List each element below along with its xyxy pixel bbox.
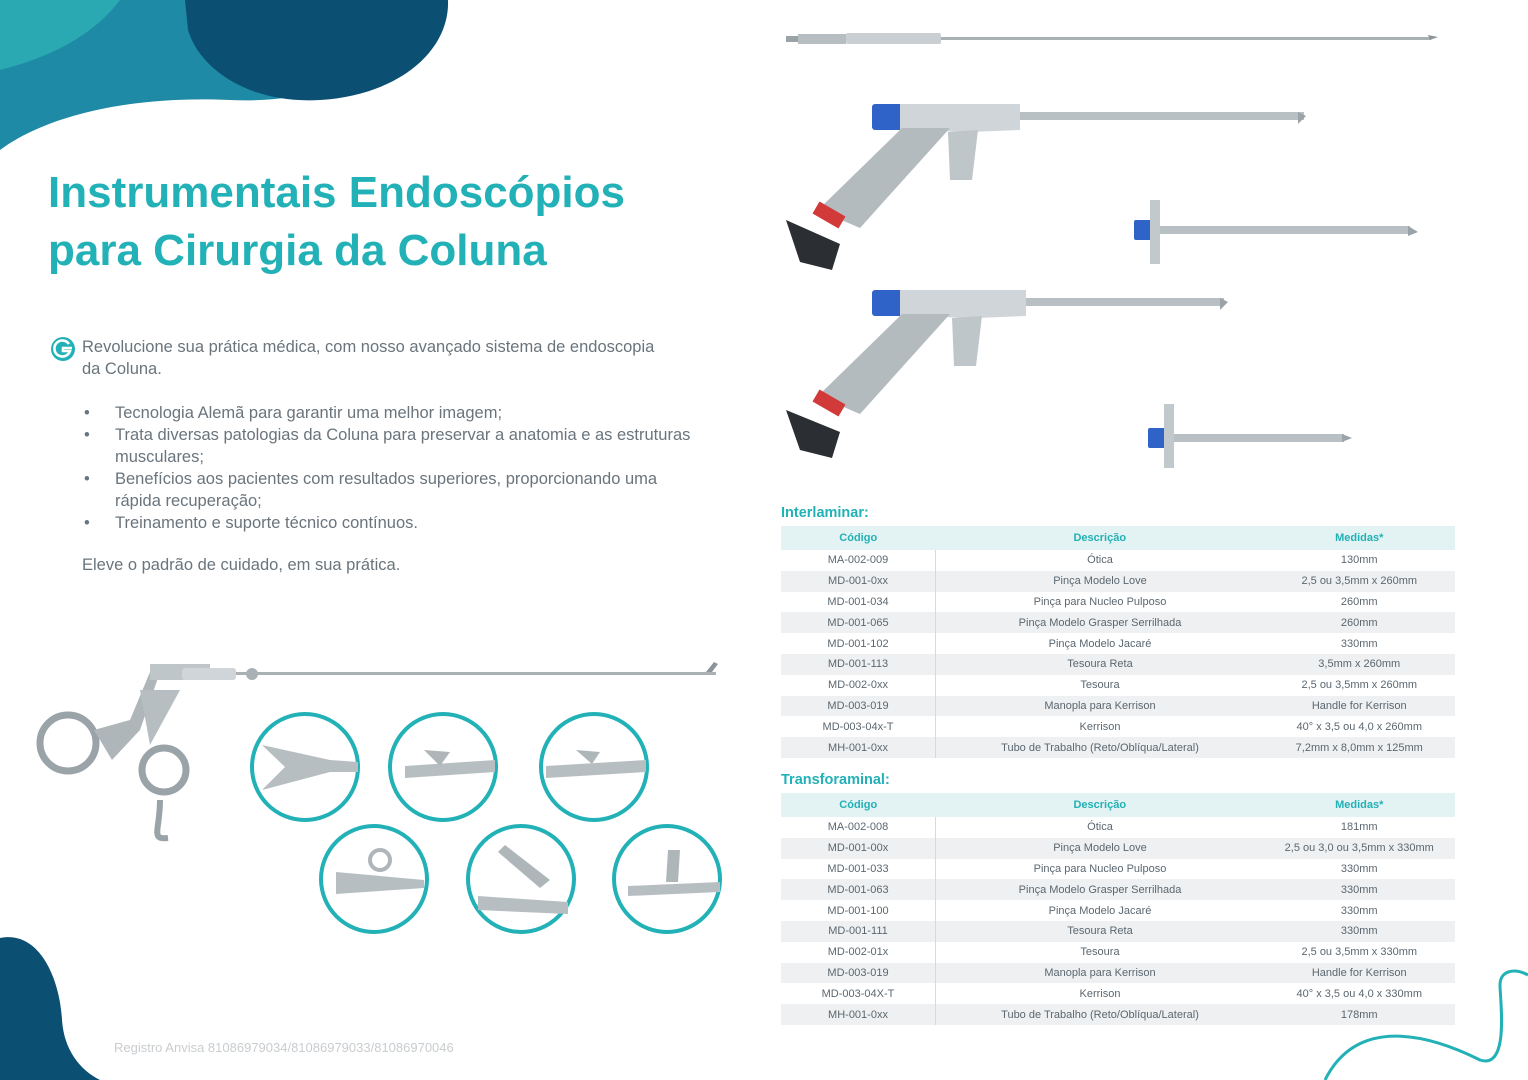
cell-measures: 330mm xyxy=(1340,637,1378,650)
cell-code: MD-002-01x xyxy=(781,942,936,963)
table-row xyxy=(781,879,1455,900)
closing-text: Eleve o padrão de cuidado, em sua prática. xyxy=(82,556,401,574)
cell-measures: 330mm xyxy=(1264,921,1455,942)
transforaminal-title: Transforaminal: xyxy=(781,772,890,788)
column-header-description: Descrição xyxy=(936,526,1265,550)
list-item: • Benefícios aos pacientes com resultados superiores, proporcionando uma rápida recuperação; xyxy=(84,470,658,510)
cell-description: Pinça Modelo Grasper Serrilhada xyxy=(936,612,1265,633)
title-line-2: para Cirurgia da Coluna xyxy=(48,226,547,275)
table-row xyxy=(781,983,1455,1004)
cell-code: MA-002-009 xyxy=(781,550,936,571)
cell-description: Pinça Modelo Jacaré xyxy=(1048,904,1152,917)
table-row xyxy=(781,716,1455,737)
cell-measures: 2,5 ou 3,5mm x 330mm xyxy=(1301,946,1418,959)
forceps-tip-image xyxy=(321,826,427,932)
cell-measures: 330mm xyxy=(1340,862,1378,875)
cell-description: Pinça Modelo Grasper Serrilhada xyxy=(936,879,1265,900)
cell-measures: 178mm xyxy=(1264,1004,1455,1025)
column-header-code: Código xyxy=(781,526,936,550)
title-line-1: Instrumentais Endoscópios xyxy=(48,168,625,217)
cell-code: MD-001-0xx xyxy=(781,571,936,592)
table-row xyxy=(781,592,1455,613)
bullet-icon: • xyxy=(84,426,90,444)
table-row xyxy=(781,921,1455,942)
endoscope-image xyxy=(786,104,1306,270)
cell-description: Pinça Modelo Love xyxy=(936,838,1265,859)
column-header-measures: Medidas* xyxy=(1264,526,1455,550)
cell-code: MD-001-113 xyxy=(781,654,936,675)
cell-description: Tesoura xyxy=(1080,679,1120,692)
cell-code: MD-001-100 xyxy=(781,900,936,921)
column-header-code: Código xyxy=(781,793,936,817)
table-row xyxy=(781,942,1455,963)
cell-description: Tubo de Trabalho (Reto/Oblíqua/Lateral) xyxy=(936,737,1265,758)
long-instrument-image xyxy=(786,33,1438,44)
cell-code: MD-003-04x-T xyxy=(781,716,936,737)
cell-measures: 330mm xyxy=(1264,879,1455,900)
cell-measures: 260mm xyxy=(1264,612,1455,633)
cell-description: Tesoura Reta xyxy=(936,921,1265,942)
table-row xyxy=(781,817,1455,838)
table-row xyxy=(781,654,1455,675)
table-row xyxy=(781,550,1455,571)
cell-measures: 2,5 ou 3,0 ou 3,5mm x 330mm xyxy=(1264,838,1455,859)
cell-description: Ótica xyxy=(1087,554,1113,567)
cell-code: MD-002-0xx xyxy=(781,675,936,696)
cell-description: Kerrison xyxy=(1079,720,1121,733)
cell-measures: 40° x 3,5 ou 4,0 x 260mm xyxy=(1296,720,1422,733)
cell-measures: Handle for Kerrison xyxy=(1264,963,1455,984)
cell-description: Pinça para Nucleo Pulposo xyxy=(1033,862,1167,875)
cell-code: MD-003-019 xyxy=(781,696,936,717)
cell-code: MD-001-063 xyxy=(781,879,936,900)
bottom-left-blob xyxy=(0,937,100,1080)
cell-code: MD-001-065 xyxy=(781,612,936,633)
cell-code: MD-001-034 xyxy=(781,592,936,613)
table-row xyxy=(781,838,1455,859)
bullet-icon: • xyxy=(84,404,90,422)
cell-code: MA-002-008 xyxy=(781,817,936,838)
table-row xyxy=(781,612,1455,633)
page-title xyxy=(48,164,625,280)
forceps-tip-image xyxy=(614,826,720,932)
cell-description: Pinça Modelo Love xyxy=(936,571,1265,592)
cell-description: Kerrison xyxy=(1079,987,1121,1000)
table-row xyxy=(781,696,1455,717)
column-header-measures: Medidas* xyxy=(1264,793,1455,817)
cell-measures: 260mm xyxy=(1340,595,1378,608)
cell-description: Pinça Modelo Jacaré xyxy=(1048,637,1152,650)
bullet-icon: • xyxy=(84,514,90,532)
cell-description: Tubo de Trabalho (Reto/Oblíqua/Lateral) xyxy=(936,1004,1265,1025)
cell-description: Ótica xyxy=(1087,821,1113,834)
interlaminar-table xyxy=(781,526,1455,758)
brand-logo-icon xyxy=(50,336,76,362)
trocar-image xyxy=(1148,404,1352,468)
column-header-description: Descrição xyxy=(936,793,1265,817)
table-row xyxy=(781,571,1455,592)
table-row xyxy=(781,675,1455,696)
table-row xyxy=(781,737,1455,758)
bullet-icon: • xyxy=(84,470,90,488)
cell-code: MH-001-0xx xyxy=(781,737,936,758)
cell-measures: 2,5 ou 3,5mm x 260mm xyxy=(1264,571,1455,592)
cell-code: MD-001-033 xyxy=(781,859,936,880)
cell-measures: 2,5 ou 3,5mm x 260mm xyxy=(1301,679,1418,692)
cell-code: MD-001-111 xyxy=(781,921,936,942)
table-row xyxy=(781,859,1455,880)
cell-measures: Handle for Kerrison xyxy=(1264,696,1455,717)
benefits-list xyxy=(82,402,692,534)
cell-description: Manopla para Kerrison xyxy=(936,696,1265,717)
cell-code: MD-001-102 xyxy=(781,633,936,654)
cell-code: MD-003-019 xyxy=(781,963,936,984)
cell-measures: 3,5mm x 260mm xyxy=(1264,654,1455,675)
cell-measures: 181mm xyxy=(1340,821,1378,834)
cell-description: Pinça para Nucleo Pulposo xyxy=(1033,595,1167,608)
forceps-tip-image xyxy=(252,714,358,820)
cell-code: MD-003-04X-T xyxy=(781,983,936,1004)
forceps-tip-image xyxy=(390,714,496,820)
cell-code: MD-001-00x xyxy=(781,838,936,859)
forceps-tip-image xyxy=(468,826,574,932)
list-item: • Trata diversas patologias da Coluna para preservar a anatomia e as estruturas musculares; xyxy=(84,426,691,466)
anvisa-registration: Registro Anvisa 81086979034/81086979033/81086970046 xyxy=(114,1040,454,1055)
cell-description: Tesoura Reta xyxy=(936,654,1265,675)
forceps-tip-image xyxy=(541,714,647,820)
intro-text: Revolucione sua prática médica, com nosso avançado sistema de endoscopia da Coluna. xyxy=(82,338,655,378)
trocar-image xyxy=(1134,200,1418,264)
cell-measures: 130mm xyxy=(1340,554,1378,567)
cell-measures: 7,2mm x 8,0mm x 125mm xyxy=(1264,737,1455,758)
table-row xyxy=(781,1004,1455,1025)
transforaminal-table xyxy=(781,793,1455,1025)
table-row xyxy=(781,963,1455,984)
cell-description: Manopla para Kerrison xyxy=(936,963,1265,984)
table-row xyxy=(781,633,1455,654)
list-item: • Treinamento e suporte técnico contínuos. xyxy=(84,514,418,532)
cell-description: Tesoura xyxy=(1080,946,1120,959)
interlaminar-title: Interlaminar: xyxy=(781,505,869,521)
list-item: • Tecnologia Alemã para garantir uma melhor imagem; xyxy=(84,404,503,422)
cell-measures: 40° x 3,5 ou 4,0 x 330mm xyxy=(1296,987,1422,1000)
cell-code: MH-001-0xx xyxy=(781,1004,936,1025)
table-row xyxy=(781,900,1455,921)
cell-measures: 330mm xyxy=(1340,904,1378,917)
